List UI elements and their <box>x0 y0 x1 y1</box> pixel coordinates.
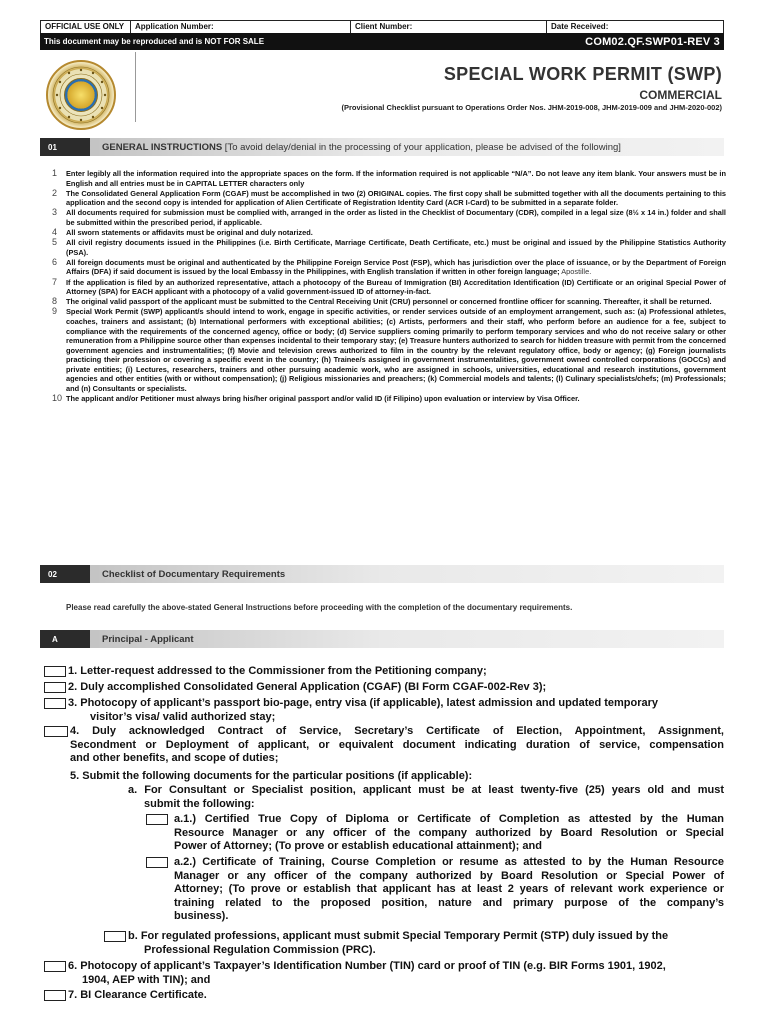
form-code-bar <box>40 33 724 50</box>
section-general-instructions <box>40 138 724 156</box>
instruction-number: 3 <box>52 207 58 218</box>
instruction-text: All foreign documents must be original and authenticated by the Philippine Foreign Service Post (FSP), which has jurisdiction over the place of issuance, or by the Department of Foreign Affairs (DFA) if said document is issued by the local Embassy in the Philippines, with English translation if written in other foreign language; Apostille. <box>66 257 726 277</box>
checkbox[interactable] <box>44 990 66 1001</box>
instruction-text: All documents required for submission must be complied with, arranged in the order as listed in the Checklist of Documentary (CDR), compiled in a legal size (8½ x 14 in.) folder and shall be submitted within the prescribed period, if applicable. <box>66 208 726 227</box>
instruction-item <box>52 208 726 227</box>
checklist-item: 7. BI Clearance Certificate. <box>44 989 207 1003</box>
checklist-item: 6. Photocopy of applicant’s Taxpayer’s Identification Number (TIN) card or proof of TIN (e.g. BIR Forms 1901, 1902, 1904, AEP with TIN); and <box>44 960 730 987</box>
checklist-item: 5. Submit the following documents for the particular positions (if applicable): <box>70 770 473 782</box>
official-use-label: OFFICIAL USE ONLY <box>41 21 131 33</box>
checklist-subitem: a.1.) Certified True Copy of Diploma or Certificate of Completion as attested by the Human Resource Manager or any officer of the company authorized by Board Resolution or Special Power of Attorney; (To prove or establish educational attainment); and <box>146 813 724 854</box>
checklist-item: 1. Letter-request addressed to the Commissioner from the Petitioning company; <box>44 665 487 679</box>
form-code: COM02.QF.SWP01-REV 3 <box>585 35 720 48</box>
instruction-text: The applicant and/or Petitioner must always bring his/her original passport and/or valid ID (if Filipino) upon evaluation or interview by Visa Officer. <box>66 394 580 404</box>
official-use-bar <box>40 20 724 33</box>
checklist-subitem: b. For regulated professions, applicant must submit Special Temporary Permit (STP) duly issued by the Professional Regulation Commission (PRC). <box>104 930 720 957</box>
application-number-field[interactable]: Application Number: <box>131 21 351 33</box>
checkbox[interactable] <box>146 857 168 868</box>
instruction-item <box>52 238 726 257</box>
instruction-item <box>52 189 726 208</box>
section-number: 01 <box>40 138 90 156</box>
instruction-text: The Consolidated General Application Form (CGAF) must be accomplished in two (2) ORIGINAL copies. The first copy shall be submitted together with all the documents pertaining to this application and the second copy is intended for application of Alien Certificate of Registration Identity Card (ACR I-Card) to be submitted in a separate folder. <box>66 188 726 208</box>
instruction-item <box>52 297 726 307</box>
checkbox[interactable] <box>44 726 68 737</box>
instruction-text: All civil registry documents issued in the Philippines (i.e. Birth Certificate, Marriage Certificate, Death Certificate, etc.) must be original and issued by the Philippine Statistics Authority (PSA). <box>66 238 726 257</box>
reproduction-note: This document may be reproduced and is NOT FOR SALE <box>44 37 265 46</box>
checklist-item: 4. Duly acknowledged Contract of Service, Secretary’s Certificate of Election, Appointment, Assignment, Secondment or Deployment of applicant, or equivalent document indicating duration of service, compensation and other benefits, and scope of duties; <box>44 725 724 766</box>
instruction-item <box>52 169 726 188</box>
instruction-number: 4 <box>52 227 58 238</box>
checkbox[interactable] <box>146 814 168 825</box>
instruction-number: 2 <box>52 187 58 198</box>
instruction-text: Special Work Permit (SWP) applicant/s should intend to work, engage in specific activities, or render services outside of an employment arrangement, such as: (a) Professional athletes, coaches, trainers and assistant; (b) International performers with exceptional abilities; (c) Artists, performers and their staff, who perform before an audience for a fee, subject to compliance with the requirements of the concerned agency, office or body; (d) Service suppliers coming primarily to perform temporary services and who do not receive salary or other remuneration from a Philippine source other than expenses incidental to their temporary stay; (e) Treasure hunters authorized to search for hidden treasure with permit from the concerned government agencies and instrumentalities; (f) Movie and television crews authorized to film in the country by the relevant regulatory office, body or agency; (g) Foreign journalists practicing their profession or covering a specific event in the country; (h) Trainee/s assigned in government instrumentalities, government owned controlled corporations (GOCCs) and private entities; (i) Lectures, researchers, trainers and other pursuing academic work, who are assigned in schools, universities, educational and research institutions, government agencies and other entities (with or without compensation); (j) Religious missionaries and preachers; (k) Commercial models and talents; (l) Culinary specialists/chefs; (m) Professionals; and (n) Consultants or specialists. <box>66 307 726 394</box>
section-number: 02 <box>40 565 90 583</box>
checkbox[interactable] <box>44 682 66 693</box>
instruction-number: 8 <box>52 296 58 307</box>
instruction-number: 6 <box>52 256 58 267</box>
checkbox[interactable] <box>44 961 66 972</box>
section-principal-applicant <box>40 630 724 648</box>
read-note: Please read carefully the above-stated General Instructions before proceeding with the completion of the documentary requirements. <box>66 603 573 612</box>
instruction-item <box>52 258 726 277</box>
instruction-number: 1 <box>52 168 58 178</box>
instruction-text: If the application is filed by an authorized representative, attach a photocopy of the Bureau of Immigration (BI) Accreditation Identification (ID) Certificate or an original Special Power of Attorney (SPA) for EACH applicant with a photocopy of a valid government-issued ID of attorney-in-fact. <box>66 277 726 297</box>
instruction-number: 9 <box>52 306 58 317</box>
instruction-text: The original valid passport of the applicant must be submitted to the Central Receiving Unit (CRU) personnel or concerned frontline officer for scanning. Thereafter, it shall be returned. <box>66 297 712 307</box>
checklist-subitem: a. For Consultant or Specialist position, applicant must be at least twenty-five (25) years old and must submit the following: <box>128 784 724 810</box>
checkbox[interactable] <box>104 931 126 942</box>
instructions-list <box>52 169 726 404</box>
form-title: SPECIAL WORK PERMIT (SWP) <box>443 64 722 84</box>
checkbox[interactable] <box>44 666 66 677</box>
checklist-subitem: a.2.) Certificate of Training, Course Completion or resume as attested to by the Human Resource Manager or any officer of the company authorized by Board Resolution or Special Power of Attorney; (To prove or establish that applicant has at least 2 years of relevant work experience or training related to the proposed position, nature and primary purpose of the company’s business). <box>146 856 724 924</box>
provisional-note: (Provisional Checklist pursuant to Operations Order Nos. JHM-2019-008, JHM-2019-009 and JHM-2020-002) <box>341 103 722 112</box>
instruction-number: 10 <box>52 393 63 404</box>
instruction-item <box>52 278 726 297</box>
checkbox[interactable] <box>44 698 66 709</box>
section-label: GENERAL INSTRUCTIONS [To avoid delay/denial in the processing of your application, please be advised of the following] <box>102 141 621 153</box>
bureau-of-immigration-seal-icon <box>46 60 116 130</box>
section-label: Principal - Applicant <box>102 633 194 645</box>
section-letter: A <box>40 630 90 648</box>
instruction-number: 5 <box>52 237 58 248</box>
instruction-item <box>52 228 726 238</box>
instruction-text: All sworn statements or affidavits must be original and duly notarized. <box>66 228 313 238</box>
instruction-item <box>52 307 726 393</box>
instruction-text: Enter legibly all the information required into the appropriate spaces on the form. If the information required is not applicable “N/A”. Do not leave any item blank. Your answers must be in English and all entries must be in CAPITAL LETTER characters only <box>66 169 726 188</box>
checklist-item: 3. Photocopy of applicant’s passport bio-page, entry visa (if applicable), latest admission and updated temporary visitor’s visa/ valid authorized stay; <box>44 697 724 724</box>
instruction-item <box>52 394 726 404</box>
section-label: Checklist of Documentary Requirements <box>102 568 286 580</box>
instruction-number: 7 <box>52 276 58 287</box>
form-category: COMMERCIAL <box>639 88 722 102</box>
client-number-field[interactable]: Client Number: <box>351 21 547 33</box>
section-checklist <box>40 565 724 583</box>
header-divider <box>135 52 136 122</box>
date-received-field[interactable]: Date Received: <box>551 22 609 31</box>
checklist-item: 2. Duly accomplished Consolidated General Application (CGAF) (BI Form CGAF-002-Rev 3); <box>44 681 546 695</box>
